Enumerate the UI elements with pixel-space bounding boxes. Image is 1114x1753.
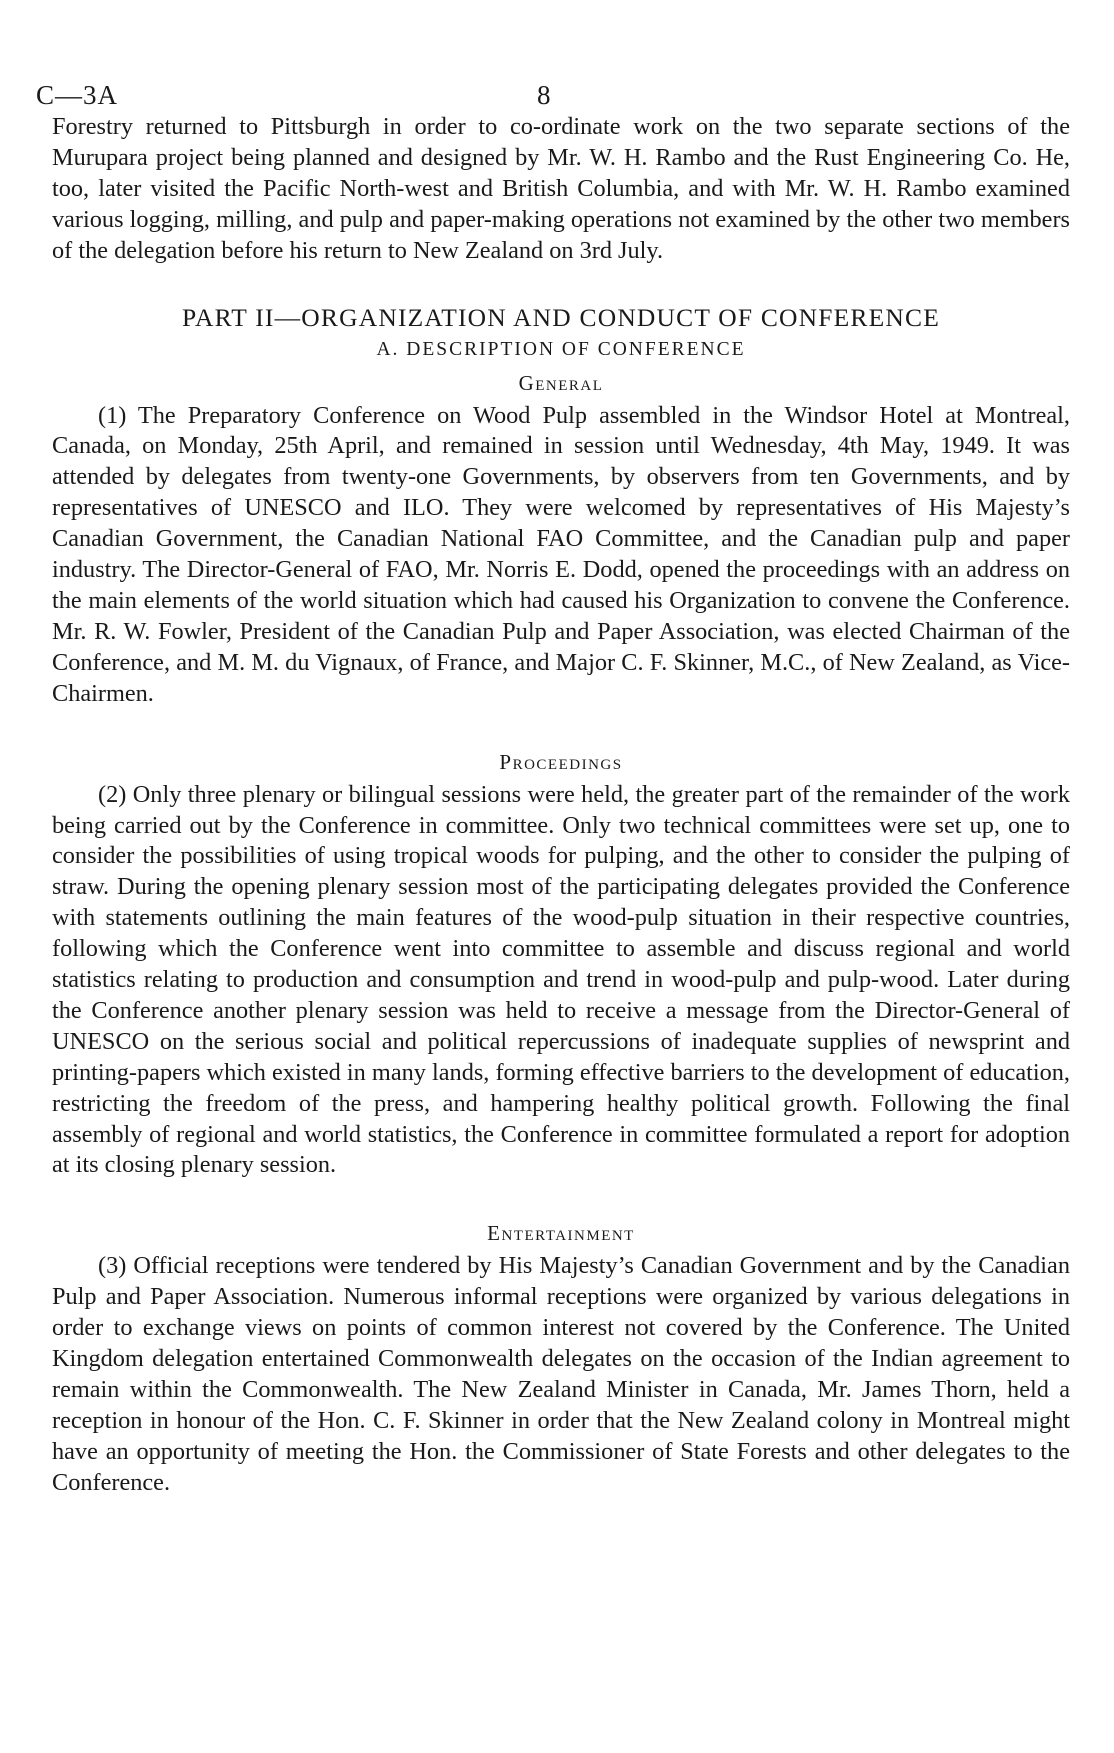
page-header (36, 72, 1070, 112)
subsection-heading-general: General (518, 370, 604, 395)
subsection-heading-proceedings: Proceedings (499, 749, 623, 774)
paragraph-entertainment: (3) Official receptions were tendered by His Majesty’s Canadian Government and by the Canadian Pulp and Paper Association. Numerous informal receptions were organized by various delegations in order to exchange views on points of common interest not covered by the Conference. The United Kingdom delegation entertained Commonwealth delegates on the occasion of the Indian agreement to remain within the Commonwealth. The New Zealand Minister in Canada, Mr. James Thorn, held a reception in honour of the Hon. C. F. Skinner in order that the New Zealand colony in Montreal might have an opportunity of meeting the Hon. the Commissioner of State Forests and other delegates to the Conference. (52, 1252, 1070, 1496)
subsection-heading-entertainment: Entertainment (487, 1221, 635, 1246)
intro-paragraph: Forestry returned to Pittsburgh in order to co-ordinate work on the two separate sections of the Murupara project being planned and designed by Mr. W. H. Rambo and the Rust Engineering Co. He, too, later visited the Pacific North-west and British Columbia, and with Mr. W. H. Rambo examined various logging, milling, and pulp and paper-making operations not examined by the other two members of the delegation before his return to New Zealand on 3rd July. (52, 113, 1070, 264)
section-heading: A. DESCRIPTION OF CONFERENCE (376, 338, 746, 360)
part-heading: PART II—ORGANIZATION AND CONDUCT OF CONFERENCE (181, 302, 941, 332)
page-number: 8 (537, 80, 551, 110)
paragraph-general: (1) The Preparatory Conference on Wood Pulp assembled in the Windsor Hotel at Montreal, Canada, on Monday, 25th April, and remained in session until Wednesday, 4th May, 1949. It was attended by delegates from twenty-one Governments, by observers from ten Governments, and by representatives of UNESCO and ILO. They were welcomed by representatives of His Majesty’s Canadian Government, the Canadian National FAO Committee, and the Canadian pulp and paper industry. The Director-General of FAO, Mr. Norris E. Dodd, opened the proceedings with an address on the main elements of the world situation which had caused his Organization to convene the Conference. Mr. R. W. Fowler, President of the Canadian Pulp and Paper Association, was elected Chairman of the Conference, and M. M. du Vignaux, of France, and Major C. F. Skinner, M.C., of New Zealand, as Vice-Chairmen. (52, 401, 1070, 707)
document-reference: C—3A (36, 80, 119, 110)
paragraph-proceedings: (2) Only three plenary or bilingual sessions were held, the greater part of the remainder of the work being carried out by the Conference in committee. Only two technical committees were set up, one to consider the possibilities of using tropical woods for pulping, and the other to consider the pulping of straw. During the opening plenary session most of the participating delegates provided the Conference with statements outlining the main features of the wood-pulp situation in their respective countries, following which the Conference went into committee to assemble and discuss regional and world statistics relating to production and consumption and trend in wood-pulp and pulp-wood. Later during the Conference another plenary session was held to receive a message from the Director-General of UNESCO on the serious social and political repercussions of inadequate supplies of newsprint and printing-papers which existed in many lands, forming effective barriers to the development of education, restricting the freedom of the press, and hampering healthy political growth. Following the final assembly of regional and world statistics, the Conference in committee formulated a report for adoption at its closing plenary session. (52, 780, 1070, 1179)
document-page (36, 72, 1070, 1499)
